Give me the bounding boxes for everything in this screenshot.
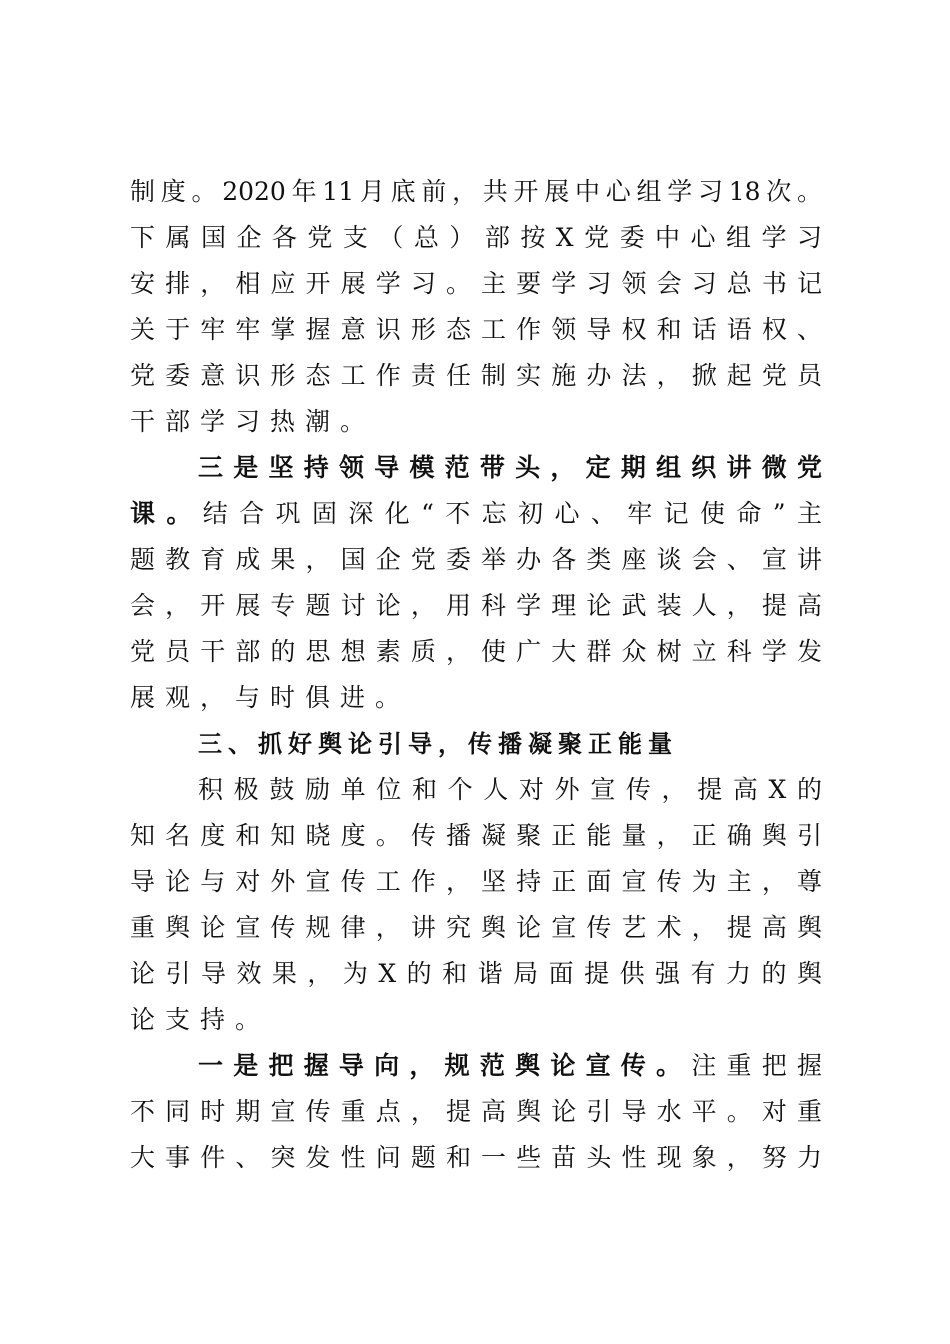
text-line: 制度。2020年11月底前，共开展中心组学习18次。 [130, 177, 822, 206]
text-line: 论引导效果，为X的和谐局面提供强有力的舆 [130, 959, 822, 988]
text-line: 大事件、突发性问题和一些苗头性现象，努力 [130, 1143, 822, 1172]
text-segment: 结合巩固深化“不忘初心、牢记使命”主 [202, 499, 822, 528]
text-line: 导论与对外宣传工作，坚持正面宣传为主，尊 [130, 867, 822, 896]
text-line [130, 494, 822, 534]
text-line [198, 1046, 822, 1086]
text-line: 重舆论宣传规律，讲究舆论宣传艺术，提高舆 [130, 913, 822, 942]
text-line: 展观，与时俱进。 [130, 683, 411, 712]
text-line: 知名度和知晓度。传播凝聚正能量，正确舆引 [130, 821, 822, 850]
text-line: 党委意识形态工作责任制实施办法，掀起党员 [130, 361, 822, 390]
text-line: 题教育成果，国企党委举办各类座谈会、宣讲 [130, 545, 822, 574]
bold-lead-text [198, 448, 822, 488]
bold-lead: 一是把握导向，规范舆论宣传。 [198, 1051, 692, 1080]
text-line: 会，开展专题讨论，用科学理论武装人，提高 [130, 591, 822, 620]
text-line: 安排，相应开展学习。主要学习领会习总书记 [130, 269, 822, 298]
text-line: 积极鼓励单位和个人对外宣传，提高X的 [198, 775, 822, 804]
text-line: 下属国企各党支（总）部按X党委中心组学习 [130, 223, 822, 252]
bold-tail: 课。 [130, 499, 203, 528]
bold-lead: 三是坚持领导模范带头，定期组织讲微党 [198, 453, 822, 482]
text-line: 党员干部的思想素质，使广大群众树立科学发 [130, 637, 822, 666]
text-line: 干部学习热潮。 [130, 407, 376, 436]
text-segment: 注重把握 [691, 1051, 822, 1080]
section-heading: 三、抓好舆论引导，传播凝聚正能量 [198, 730, 678, 758]
text-line: 关于牢牢掌握意识形态工作领导权和话语权、 [130, 315, 822, 344]
text-line: 不同时期宣传重点，提高舆论引导水平。对重 [130, 1097, 822, 1126]
text-line: 论支持。 [130, 1005, 271, 1034]
